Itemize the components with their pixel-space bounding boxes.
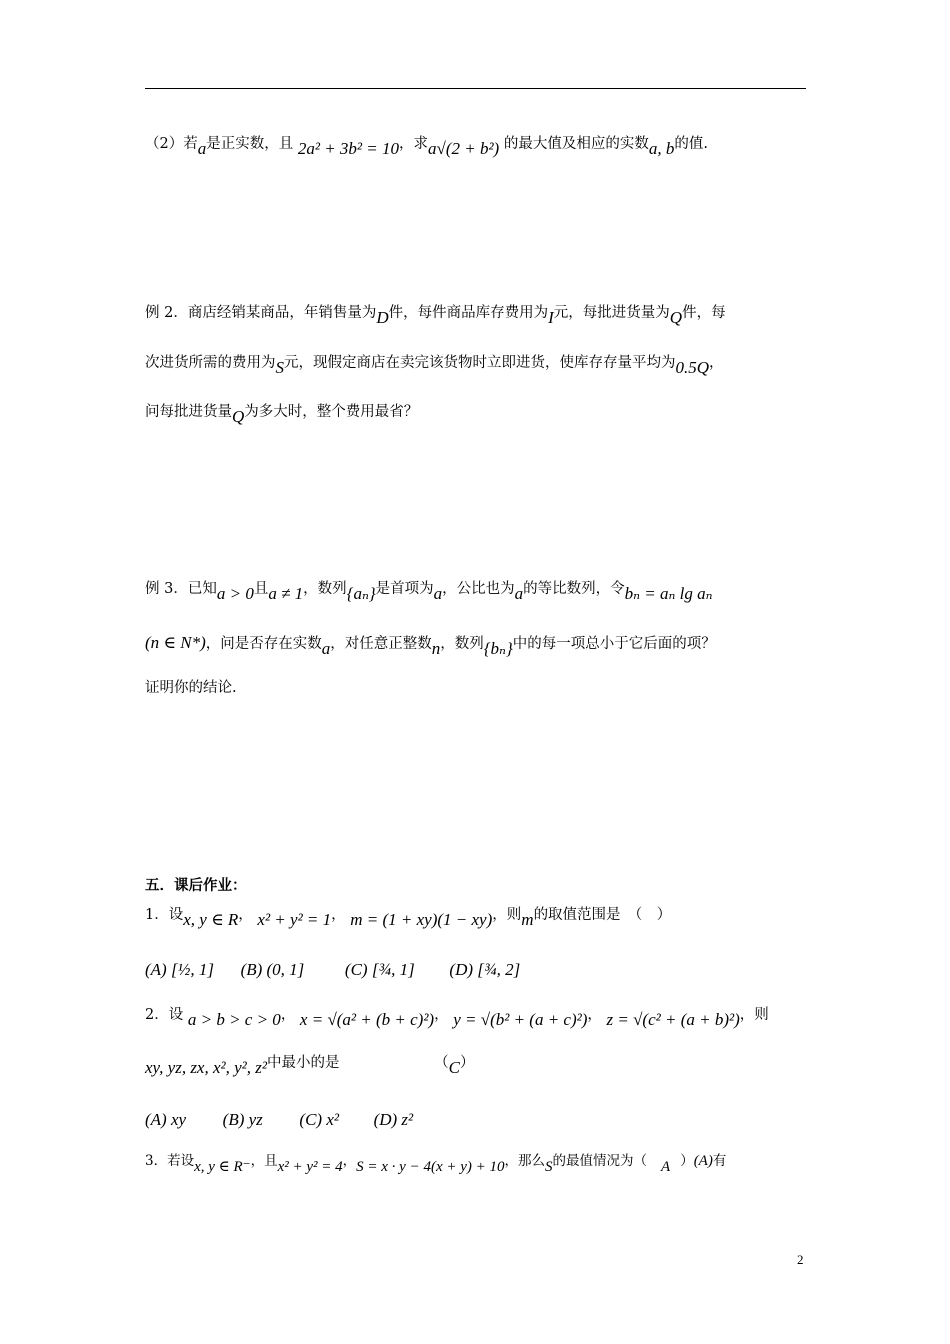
option-b: (B) yz [222,1110,263,1129]
option-a: (A) [½, 1] [145,960,214,979]
text: ，数列 [440,636,484,652]
example-3-line-3 [145,678,237,698]
text: 2．设 [145,1007,184,1023]
text: 3．若设 [145,1153,195,1169]
text: ，问是否存在实数 [205,636,322,652]
text: 中最小的是 [266,1055,340,1071]
math: a [197,139,207,158]
math: a√(2 + b²) [427,139,500,158]
text: 的最大值及相应的实数 [503,136,649,152]
text: ，且 [250,1153,278,1169]
math: a > b > c > 0 [187,1010,281,1029]
math: a [321,639,331,658]
math: 0.5Q [675,358,710,377]
homework-q2-line-1 [145,1004,769,1029]
text: ，那么 [504,1153,546,1169]
math: S [545,1159,553,1175]
option-c: (C) x² [299,1110,339,1129]
math: {aₙ} [346,584,376,603]
text: 证明你的结论. [145,680,237,696]
page-number: 2 [797,1252,804,1267]
text: ，对任意正整数 [330,636,432,652]
text: 次进货所需的费用为 [145,355,276,371]
math: xy, yz, zx, x², y², z² [145,1058,267,1077]
answer: A [661,1159,671,1175]
option-d: (D) [¾, 2] [449,960,521,979]
math: m = (1 + xy)(1 − xy) [350,910,493,929]
text: 中的每一项总小于它后面的项？ [512,636,716,652]
homework-q1-options [145,960,520,981]
math: (n ∈ N*) [145,633,206,652]
math: a [514,584,524,603]
text: ，公比也为 [442,581,515,597]
text: ， [238,907,253,923]
option-d: (D) z² [373,1110,414,1129]
math: n [431,639,441,658]
example-2-line-2 [145,352,724,377]
example-2-line-1 [145,302,726,327]
example-3-line-1 [145,578,713,603]
math: m [521,910,534,929]
text: ，数列 [303,581,347,597]
option-b: (B) (0, 1] [240,960,305,979]
math: a, b [648,139,675,158]
problem-2-line [145,133,708,158]
text: 元，现假定商店在卖完该货物时立即进货，使库存存量平均为 [284,355,676,371]
text: 元，每批进货量为 [553,305,670,321]
text: ， [587,1007,602,1023]
text: ，求 [398,136,428,152]
text: 例 2．商店经销某商品，年销售量为 [145,305,377,321]
text: 是首项为 [375,581,434,597]
math: x² + y² = 1 [257,910,332,929]
header-rule [145,88,806,89]
homework-q2-line-2 [145,1052,475,1077]
answer-paren: （ [434,1055,449,1071]
math: x² + y² = 4 [277,1159,343,1175]
text: 问每批进货量 [145,404,232,420]
math: x = √(a² + (b + c)²) [299,1010,435,1029]
homework-q2-options [145,1110,413,1131]
math: y = √(b² + (a + c)²) [453,1010,588,1029]
text: 1．设 [145,907,184,923]
text: ，则 [492,907,522,923]
math: x, y ∈ R [183,910,239,929]
text: 的取值范围是 （ ） [533,907,672,923]
math: D [376,308,389,327]
math: z = √(c² + (a + b)²) [606,1010,740,1029]
text: 有 [712,1153,727,1169]
heading-text: 五．课后作业： [145,877,247,894]
text: ，则 [739,1007,769,1023]
text: ） [680,1153,694,1169]
math: a ≠ 1 [268,584,304,603]
text: ， [331,907,346,923]
math: a [433,584,443,603]
homework-q3 [145,1151,727,1175]
text: 是正实数，且 [206,136,294,152]
text: ， [434,1007,449,1023]
text: （2）若 [145,136,198,152]
text: 的值. [674,136,708,152]
math: x, y ∈ R⁻ [194,1159,251,1175]
example-3-line-2 [145,633,716,658]
text: ， [280,1007,296,1023]
homework-q1 [145,904,672,929]
text: 例 3．已知 [145,581,217,597]
math: 2a² + 3b² = 10 [297,139,399,158]
math: I [548,308,554,327]
math: Q [232,407,245,426]
homework-heading [145,876,247,896]
text: 件，每 [682,305,726,321]
math: a > 0 [216,584,254,603]
text: ， [342,1153,357,1169]
math: Q [669,308,683,327]
answer: C [448,1058,460,1077]
option-a: (A) xy [145,1110,187,1129]
option-c: (C) [¾, 1] [344,960,415,979]
math: S [275,358,284,377]
text: 为多大时，整个费用最省？ [244,404,419,420]
text: 的最值情况为（ [552,1153,648,1169]
math: S = x · y − 4(x + y) + 10 [356,1159,505,1175]
text: ， [709,355,724,371]
text: 件，每件商品库存费用为 [388,305,549,321]
math: {bₙ} [483,639,513,658]
text: 且 [253,581,269,597]
math: bₙ = aₙ lg aₙ [624,584,713,603]
text: 的等比数列，令 [523,581,625,597]
example-2-line-3 [145,401,419,426]
answer-paren: ） [459,1055,475,1071]
option-label: (A) [693,1153,713,1169]
